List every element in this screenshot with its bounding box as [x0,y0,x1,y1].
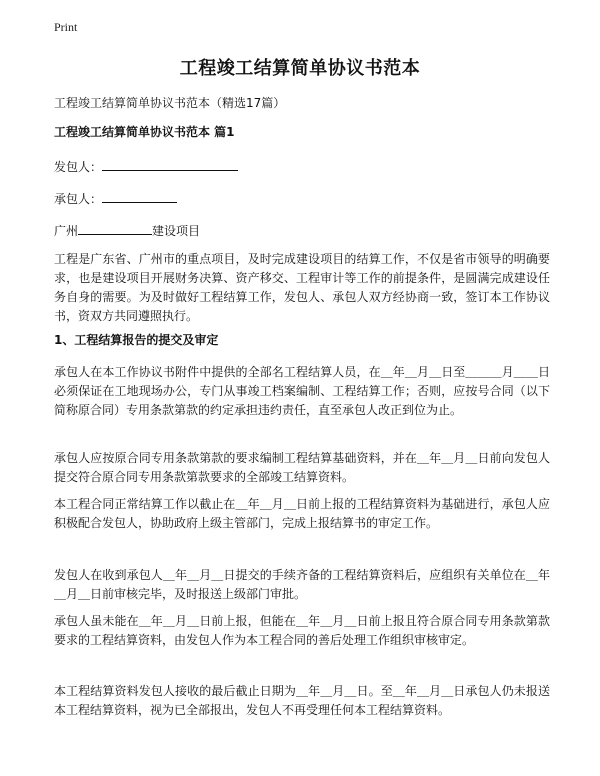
subcontractor-blank [102,188,177,203]
subcontractor-label: 承包人： [54,192,103,206]
paragraph-3: 本工程合同正常结算工作以截止在＿年＿月＿日前上报的工程结算资料为基础进行，承包人应积极配合发包人，协助政府上级主管部门，完成上报结算书的审定工作。 [54,497,550,530]
paragraph-1: 承包人在本工作协议书附件中提供的全部名工程结算人员，在＿年＿月＿日至＿＿＿月＿＿日必须保证在工地现场办公，专门从事竣工档案编制、工程结算工作；否则，应按号合同（以下简称原合同）专用条款第款的约定承担违约责任，直至承包人改正到位为止。 [54,365,550,417]
paragraph-2: 承包人应按原合同专用条款第款的要求编制工程结算基础资料，并在＿年＿月＿日前向发包人提交符合原合同专用条款第款要求的全部竣工结算资料。 [54,451,550,484]
paragraph-4: 发包人在收到承包人＿年＿月＿日提交的手续齐备的工程结算资料后，应组织有关单位在＿年＿月＿日前审核完毕，及时报送上级部门审批。 [54,568,550,601]
paragraph-5: 承包人虽未能在＿年＿月＿日前上报，但能在＿年＿月＿日前上报且符合原合同专用条款第款要求的工程结算资料，由发包人作为本工程合同的善后处理工作组织审核审定。 [54,614,550,647]
project-blank [78,220,152,235]
contractor-blank [102,156,238,171]
subcontractor-field [54,188,550,209]
paragraph-6: 本工程结算资料发包人接收的最后截止日期为＿年＿月＿日。至＿年＿月＿日承包人仍未报送本工程结算资料，视为已全部报出，发包人不再受理任何本工程结算资料。 [54,684,550,717]
contractor-label: 发包人： [54,160,103,174]
section-title: 工程竣工结算简单协议书范本 篇1 [54,125,235,139]
contractor-field [54,156,550,177]
project-suffix: 建设项目 [152,224,201,238]
intro-paragraph: 工程是广东省、广州市的重点项目，及时完成建设项目的结算工作，不仅是省市领导的明确要求，也是建设项目开展财务决算、资产移交、工程审计等工作的前提条件，是圆满完成建设任务自身的需要。为及时做好工程结算工作，发包人、承包人双方经协商一致，签订本工作协议书，资双方共同遵照执行。 [54,252,550,323]
print-link[interactable]: Print [54,20,78,34]
heading-submission: 1、工程结算报告的提交及审定 [54,333,219,347]
document-title: 工程竣工结算简单协议书范本 [179,58,421,79]
project-name-field [54,220,550,241]
project-city: 广州 [54,224,79,238]
document-subtitle: 工程竣工结算简单协议书范本（精选17篇） [54,96,286,110]
